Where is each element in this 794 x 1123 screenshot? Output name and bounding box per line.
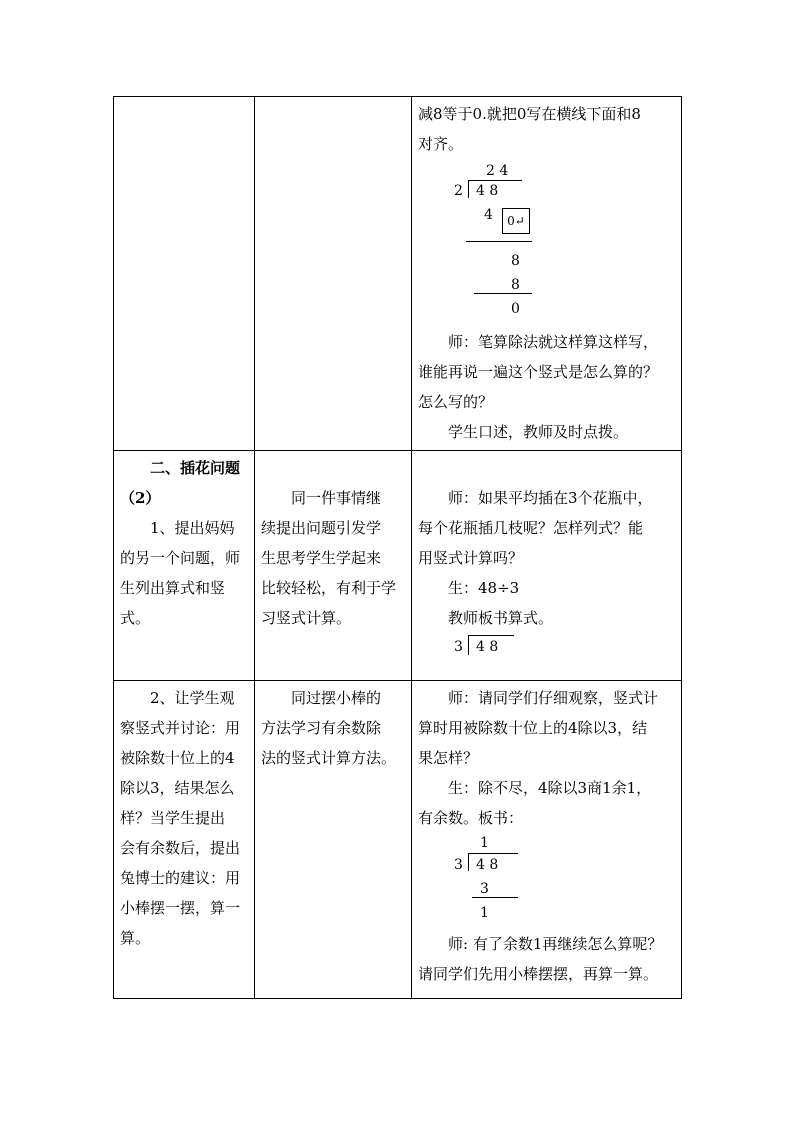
- remainder: 0: [511, 301, 520, 317]
- cell-process: [114, 97, 255, 451]
- text-line: 算时用被除数十位上的4除以3，结: [418, 719, 648, 737]
- text-line: 每个花瓶插几枝呢？怎样列式？能: [418, 519, 644, 537]
- text-line: 续提出问题引发学: [261, 519, 382, 537]
- cell-intent: [255, 681, 412, 999]
- text-line: 用竖式计算吗？: [418, 549, 524, 567]
- cell-intent: [255, 451, 412, 681]
- highlight-box: 0↵: [502, 208, 530, 234]
- text-line: 会有余数后，提出: [120, 839, 241, 857]
- text-line: 小棒摆一摆，算一: [120, 899, 241, 917]
- long-division-48-by-3: [418, 833, 678, 929]
- text-line: 生列出算式和竖: [120, 579, 226, 597]
- text-line: 同过摆小棒的: [291, 689, 382, 707]
- text-line: 师: 有了余数1再继续怎么算呢？: [448, 935, 663, 953]
- cell-activity: [412, 97, 682, 451]
- table-row: [114, 681, 682, 999]
- text-line: 2、让学生观: [150, 689, 235, 707]
- dividend: 4 8: [476, 857, 499, 873]
- cell-intent: [255, 97, 412, 451]
- text-line: 除以3，结果怎么: [120, 779, 235, 797]
- text-line: 谁能再说一遍这个竖式是怎么算的？: [418, 363, 659, 381]
- text-line: 兔博士的建议：用: [120, 869, 241, 887]
- quotient: 1: [480, 835, 489, 851]
- text-line: 的另一个问题，师: [120, 549, 241, 567]
- dividend: 4 8: [476, 183, 499, 199]
- dividend: 4 8: [476, 639, 499, 655]
- text-line: 有余数。板书：: [418, 809, 524, 827]
- step-subtract-1: 3: [480, 881, 489, 897]
- table-row: [114, 451, 682, 681]
- text-line: 法的竖式计算方法。: [261, 749, 397, 767]
- cell-process: [114, 451, 255, 681]
- text-line: 样？当学生提出: [120, 809, 226, 827]
- text-line: 教师板书算式。: [448, 609, 554, 627]
- text-line: 1、提出妈妈: [150, 519, 235, 537]
- lesson-plan-table: [113, 96, 682, 999]
- text-line: 师：笔算除法就这样算这样写，: [448, 333, 659, 351]
- long-division-48-by-2: [418, 159, 678, 327]
- table-row: [114, 97, 682, 451]
- text-line: 减8等于0.就把0写在横线下面和8: [418, 105, 641, 123]
- text-line: 学生口述，教师及时点拨。: [448, 423, 629, 441]
- step-subtract-1: 4: [484, 207, 493, 223]
- text-line: 对齐。: [418, 135, 464, 153]
- step-subtract-2: 8: [511, 277, 520, 293]
- text-line: 同一件事情继: [291, 489, 382, 507]
- step-bring-down: 8: [511, 253, 520, 269]
- remainder: 1: [480, 905, 489, 921]
- cell-activity: [412, 451, 682, 681]
- section-heading: 二、插花问题: [150, 459, 241, 477]
- divisor: 2: [454, 183, 463, 199]
- text-line: 式。: [120, 609, 151, 627]
- division-setup-48-by-3: [418, 633, 678, 659]
- text-line: 方法学习有余数除: [261, 719, 382, 737]
- text-line: 生：除不尽，4除以3商1余1，: [448, 779, 652, 797]
- text-line: 被除数十位上的4: [120, 749, 235, 767]
- text-line: 习竖式计算。: [261, 609, 352, 627]
- cell-activity: [412, 681, 682, 999]
- text-line: 怎么写的？: [418, 393, 494, 411]
- text-line: 果怎样？: [418, 749, 479, 767]
- text-line: 察竖式并讨论：用: [120, 719, 241, 737]
- text-line: 生思考学生学起来: [261, 549, 382, 567]
- text-line: 师：如果平均插在3个花瓶中，: [448, 489, 653, 507]
- divisor: 3: [454, 639, 463, 655]
- section-heading-sub: （2）: [120, 489, 161, 507]
- text-line: 比较轻松，有利于学: [261, 579, 397, 597]
- text-line: 请同学们先用小棒摆摆，再算一算。: [418, 965, 659, 983]
- cell-process: [114, 681, 255, 999]
- divisor: 3: [454, 857, 463, 873]
- quotient: 2 4: [486, 163, 509, 179]
- text-line: 算。: [120, 929, 151, 947]
- text-line: 师：请同学们仔细观察，竖式计: [448, 689, 659, 707]
- text-line: 生：48÷3: [448, 579, 520, 597]
